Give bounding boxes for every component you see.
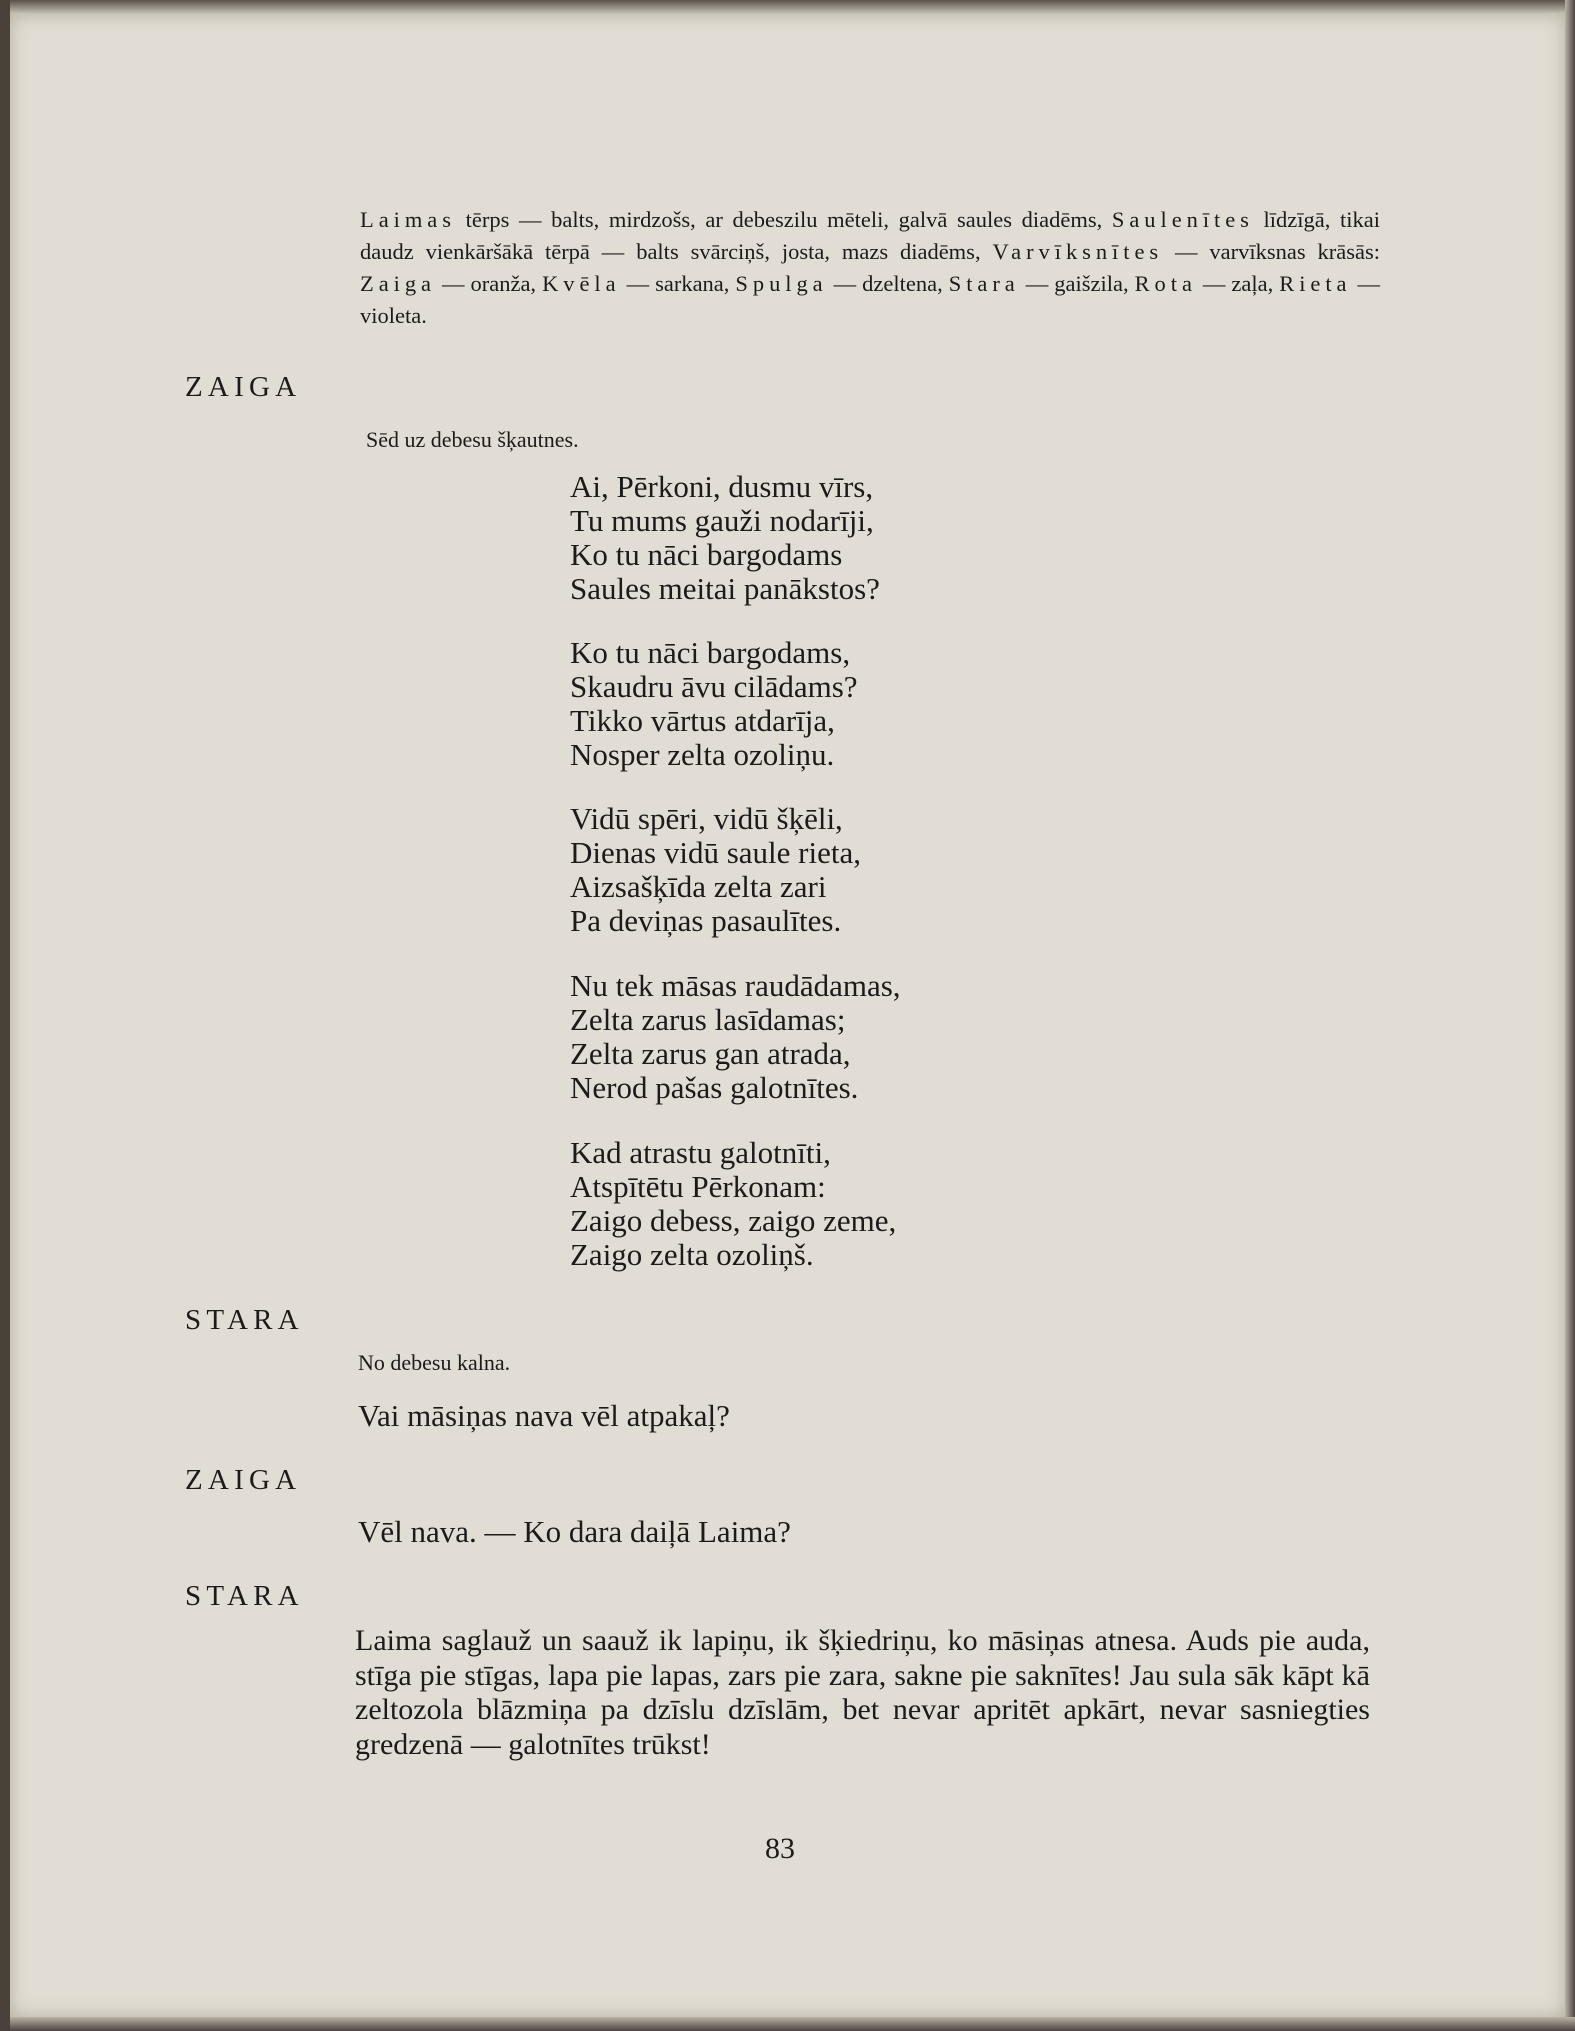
verse-line: Ko tu nāci bargodams,	[570, 635, 851, 670]
page-bottom-edge	[10, 2017, 1575, 2031]
verse-line: Dienas vidū saule rieta,	[570, 835, 861, 870]
verse-line: Kad atrastu galotnīti,	[570, 1135, 831, 1170]
character-name: Laimas	[360, 207, 456, 232]
character-name: Rieta	[1279, 271, 1352, 296]
verse-line: Nu tek māsas raudādamas,	[570, 968, 901, 1003]
verse-line: Tikko vārtus atdarīja,	[570, 703, 835, 738]
character-name: Stara	[948, 271, 1020, 296]
verse-stanza	[570, 636, 1170, 772]
dialogue-paragraph: Laima saglauž un saauž ik lapiņu, ik šķiedriņu, ko māsiņas atnesa. Auds pie auda, stīga pie stīgas, lapa pie lapas, zars pie zara, sakne pie saknītes! Jau sula sāk kāpt kā zeltozola blāzmiņa pa dzīslu dzīslām, bet nevar apritēt apkārt, nevar sasniegties gredzenā — galotnītes trūkst!	[355, 1624, 1370, 1761]
verse-line: Nosper zelta ozoliņu.	[570, 737, 835, 772]
character-name: Varvīksnītes	[992, 239, 1164, 264]
dialogue-line: Vēl nava. — Ko dara daiļā Laima?	[358, 1514, 791, 1549]
book-page	[10, 14, 1565, 2017]
verse-stanza	[570, 470, 1170, 606]
character-name: Saulenītes	[1111, 207, 1254, 232]
character-name: Kvēla	[542, 271, 621, 296]
dialogue-line: Vai māsiņas nava vēl atpakaļ?	[358, 1398, 730, 1433]
page-number: 83	[765, 1832, 795, 1865]
verse-line: Zelta zarus gan atrada,	[570, 1036, 851, 1071]
speaker-label: STARA	[185, 1304, 304, 1336]
book-binding	[0, 0, 10, 2031]
speaker-label: ZAIGA	[185, 371, 302, 403]
character-name: Rota	[1134, 271, 1197, 296]
speaker-label: STARA	[185, 1580, 304, 1612]
page-top-edge	[10, 0, 1575, 14]
verse-line: Vidū spēri, vidū šķēli,	[570, 801, 843, 836]
verse-line: Skaudru āvu cilādams?	[570, 669, 858, 704]
verse-stanza	[570, 969, 1170, 1105]
verse-stanza	[570, 802, 1170, 938]
verse-line: Pa deviņas pasaulītes.	[570, 903, 842, 938]
stage-direction-short: No debesu kalna.	[358, 1350, 511, 1375]
speaker-label: ZAIGA	[185, 1464, 302, 1496]
page-right-edge	[1565, 0, 1575, 2031]
verse-line: Zelta zarus lasīdamas;	[570, 1002, 846, 1037]
character-name: Zaiga	[360, 271, 436, 296]
verse-line: Zaigo zelta ozoliņš.	[570, 1237, 814, 1272]
stage-direction-short: Sēd uz debesu šķautnes.	[366, 427, 579, 452]
verse-line: Ko tu nāci bargodams	[570, 537, 843, 572]
stage-direction: Laimas tērps — balts, mirdzošs, ar debeszilu mēteli, galvā saules diadēms, Saulenītes līdzīgā, tikai daudz vienkāršākā tērpā — balts svārciņš, josta, mazs diadēms, Varvīksnītes — varvīksnas krāsās: Zaiga — oranža, Kvēla — sarkana, Spulga — dzeltena, Stara — gaišzila, Rota — zaļa, Rieta — violeta.	[360, 207, 1381, 328]
verse-line: Atspītētu Pērkonam:	[570, 1169, 826, 1204]
verse-line: Aizsašķīda zelta zari	[570, 869, 827, 904]
character-name: Spulga	[735, 271, 828, 296]
verse-line: Saules meitai panākstos?	[570, 571, 880, 606]
verse-line: Tu mums gauži nodarīji,	[570, 503, 874, 538]
verse-line: Ai, Pērkoni, dusmu vīrs,	[570, 469, 874, 504]
verse-line: Nerod pašas galotnītes.	[570, 1070, 859, 1105]
verse-line: Zaigo debess, zaigo zeme,	[570, 1203, 897, 1238]
verse-stanza	[570, 1136, 1170, 1272]
